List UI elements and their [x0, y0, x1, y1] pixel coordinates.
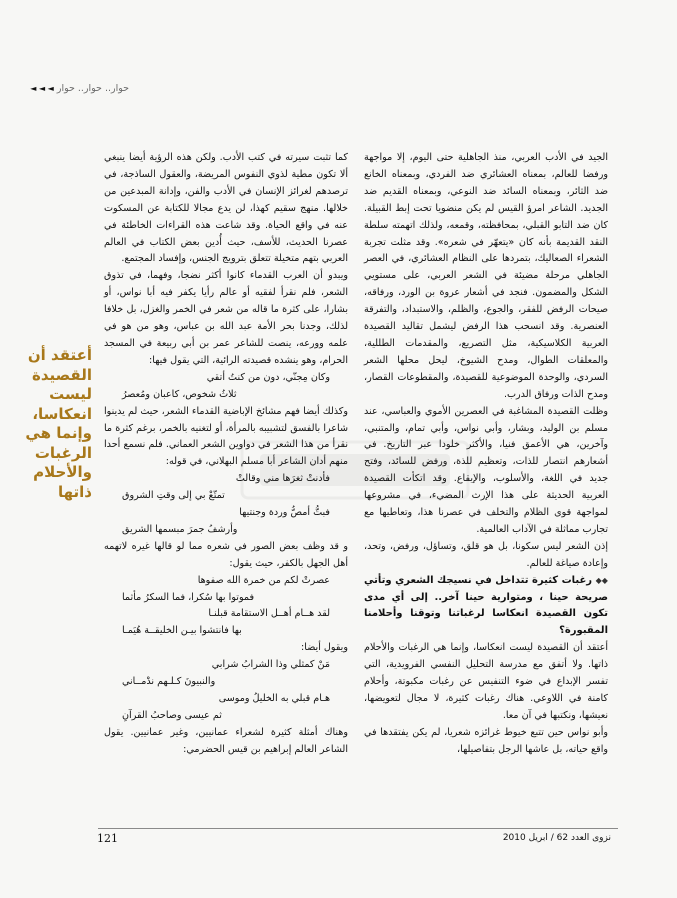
pull-quote: أعتقد أن القصيدة ليست انعكاسا، وإنما هي الرغبات والأحلام ذاتها [25, 346, 92, 501]
paragraph: ويبدو أن العرب القدماء كانوا أكثر نضجا، وفهما، في تذوق الشعر، فلم نقرأ لفقيه أو عالم رأيا يكفر فيه أبا نواس، أو بشارا، على كثرة ما قاله من شعر في الخمر والغزل، بل خلافا لذلك، وجدنا بحر الأمة عبد الله بن عباس، وهو من هو في علمه وورعه، ينصت للشاعر عمر بن أبي ربيعة في المسجد الحرام، وهو ينشده قصيدته الرائية، التي يقول فيها: [104, 270, 348, 366]
left-column [104, 150, 348, 759]
verse-line: فموتوا بها سُكرا، فما السكرُ مأثما [122, 591, 255, 603]
paragraph: وكذلك أيضا فهم مشائخ الإباضية القدماء الشعر، حيث لم يدينوا شاعرا بالفسق لتشبيبه بالمرأة، أو لتغنيه بالخمر، برغم كثرة ما نقرأ من هذا الشعر في دواوين الشعر العماني. فلم نسمع أحدا منهم أدان الشاعر أبا مسلم البهلاني، في قوله: [104, 405, 348, 468]
verse-line: عصرتْ لكم من خمرة الله صفوها [197, 574, 330, 586]
verse-line: فبتُّ أمصُّ وردة وجنتيها [239, 507, 330, 519]
paragraph: وأبو نواس حين تتبع خيوط غرائزه شعريا، لم يكن يفتقدها في واقع حياته، بل عاشها الرجل بتفاصيلها، [364, 726, 608, 755]
right-column [364, 150, 608, 759]
verse-line: وأرشفُ جمرَ مبسمها الشريق [122, 523, 238, 535]
verse-line: وكان مِجنّي، دون من كنتُ أتقي [206, 371, 330, 383]
footer-divider [98, 828, 618, 829]
paragraph: إذن الشعر ليس سكونا، بل هو قلق، وتساؤل، ورفض، وتحد، وإعادة صياغة للعالم. [364, 540, 608, 569]
verse-line: والنبيونَ كـلـهم ندْمــاني [122, 676, 216, 688]
paragraph: ويقول أيضا: [301, 642, 348, 654]
verse-line: تمتّعْ بي إلى وقتِ الشروق [122, 490, 225, 502]
verse-line: مَنْ كمثلي وذا الشرابُ شرابي [211, 659, 330, 671]
paragraph: أعتقد أن القصيدة ليست انعكاسا، وإنما هي الرغبات والأحلام ذاتها. ولا أتفق مع مدرسة التحليل النفسي الفرويدية، التي تفسر الإبداع في ضوء التنفيس عن رغبات مكبوتة، وأحلام كامنة في اللاوعي. هناك رغبات كثيرة، لا مجال لتعويضها، نعيشها، ونكتبها في آن معا. [364, 642, 608, 721]
running-title: حوار.. حوار.. حوار [56, 83, 129, 94]
paragraph: الجيد في الأدب العربي، منذ الجاهلية حتى اليوم، إلا مواجهة ورفضا للعالم، بمعناه العشائري ضد الفردي، وبمعناه الخانع ضد الثائر، وبمعناه السائد ضد النوعي، وبمعناه القديم ضد الجديد. الشاعر امرؤ القيس لم يكن منضويا تحت إبط القبيلة. كان ضد التابو القبلي، بمحافظته، وقمعه، ولذلك اتهمته سلطة النقد القديمة بأنه كان «يتعهّر في شعره». وقد مثلت تجربة الشعراء الصعاليك، بتمردها على النظام العشائري، في العصر الجاهلي مرحلة مضيئة في الشعر العربي، على مستويي الشكل والمضمون. فنجد في أشعار عروة بن الورد، ورفاقه، صيحات الرفض للفقر، والجوع، والظلم، والاستبداد، والتفرقة العنصرية. وقد انسحب هذا الرفض ليشمل تقاليد القصيدة العربية الكلاسيكية، مثل التصريع، والمقدمات الطللية، والمعلقات الطوال، ومدح الشيوخ، ليحل محلها الشعر السردي، والوحدة الموضوعية للقصيدة، والمقطوعات القصار، ومدح الذات ورفاق الدرب. [364, 152, 608, 400]
paragraph: وهناك أمثلة كثيرة لشعراء عمانيين، وغير عمانيين. يقول الشاعر العالم إبراهيم بن قيس الحضرمي: [104, 726, 348, 755]
verse-line: فأدنتْ ثغرَها مني وقالتْ [235, 473, 330, 485]
verse-line: ثلاثُ شخوص، كاعبان ومُعصرُ [122, 388, 237, 400]
diamond-marker-icon: ◆◆ [595, 575, 608, 585]
page-number: 121 [97, 832, 118, 845]
paragraph: و قد وظف بعض الصور في شعره مما لو قالها غيره لاتهمه أهل الجهل بالكفر، حيث يقول: [104, 540, 348, 569]
verse-line: ثم عيسى وصاحبُ القرآنِ [122, 709, 222, 721]
paragraph: كما تثبت سيرته في كتب الأدب. ولكن هذه الرؤية أيضا ينبغي ألا تكون مطية لذوي النفوس المريضة، والعقول الساذجة، في ترصدهم لغرائز الإنسان في الأدب والفن، وإدانة المبدعين من خلالها. منهج سقيم كهذا، لن يدع مجالا للكتابة عن المسكوت عنه في واقع الحياة. وقد شاعت هذه القراءات الخاطئة في عصرنا الحديث، للأسف، حيث أُدين بعض الكتاب في العالم العربي بتهم متخيلة تتعلق بترويج الجنس، وإفساد المجتمع. [104, 152, 348, 265]
paragraph: وظلت القصيدة المشاغبة في العصرين الأموي والعباسي، عند مسلم بن الوليد، وبشار، وأبي نواس، وأبي تمام، والمتنبي، وآخرين، هي الأعمق فنيا، والأكثر خلودا عبر التاريخ. في أشعارهم انتصار للذات، وتعظيم للذة، ورفض للسائد، وفتح جديد في اللغة، والأسلوب، والإيقاع. وقد اتكأت القصيدة العربية الحديثة على هذا الإرث المضيء، في مشروعها لمواجهة قوى الظلام والتخلف في عصرنا هذا، وتعاطيها مع تجارب مماثلة في الآداب العالمية. [364, 405, 608, 535]
verse-line: لقد هــام أهــل الاستقامة قبلنـا [208, 608, 330, 620]
verse-line: بها فانتشوا بيـن الخليقــة هُيَمـا [122, 625, 242, 637]
question-text: رغبات كثيرة تتداخل في نسيجك الشعري وتأتي صريحة حينا ، ومتوارية حينا آخر.. إلى أي مدى تكون القصيدة انعكاسا لرغباتنا وتوقنا وأحلامنا المقبورة؟ [364, 574, 608, 637]
issue-info: نزوى العدد 62 / ابريل 2010 [502, 833, 611, 843]
arrow-icons: ◄ ◄ ◄ [30, 84, 54, 93]
interview-question [364, 573, 608, 641]
verse-line: هـام قبلي به الخليلُ وموسى [218, 693, 330, 704]
running-header [4, 83, 129, 94]
